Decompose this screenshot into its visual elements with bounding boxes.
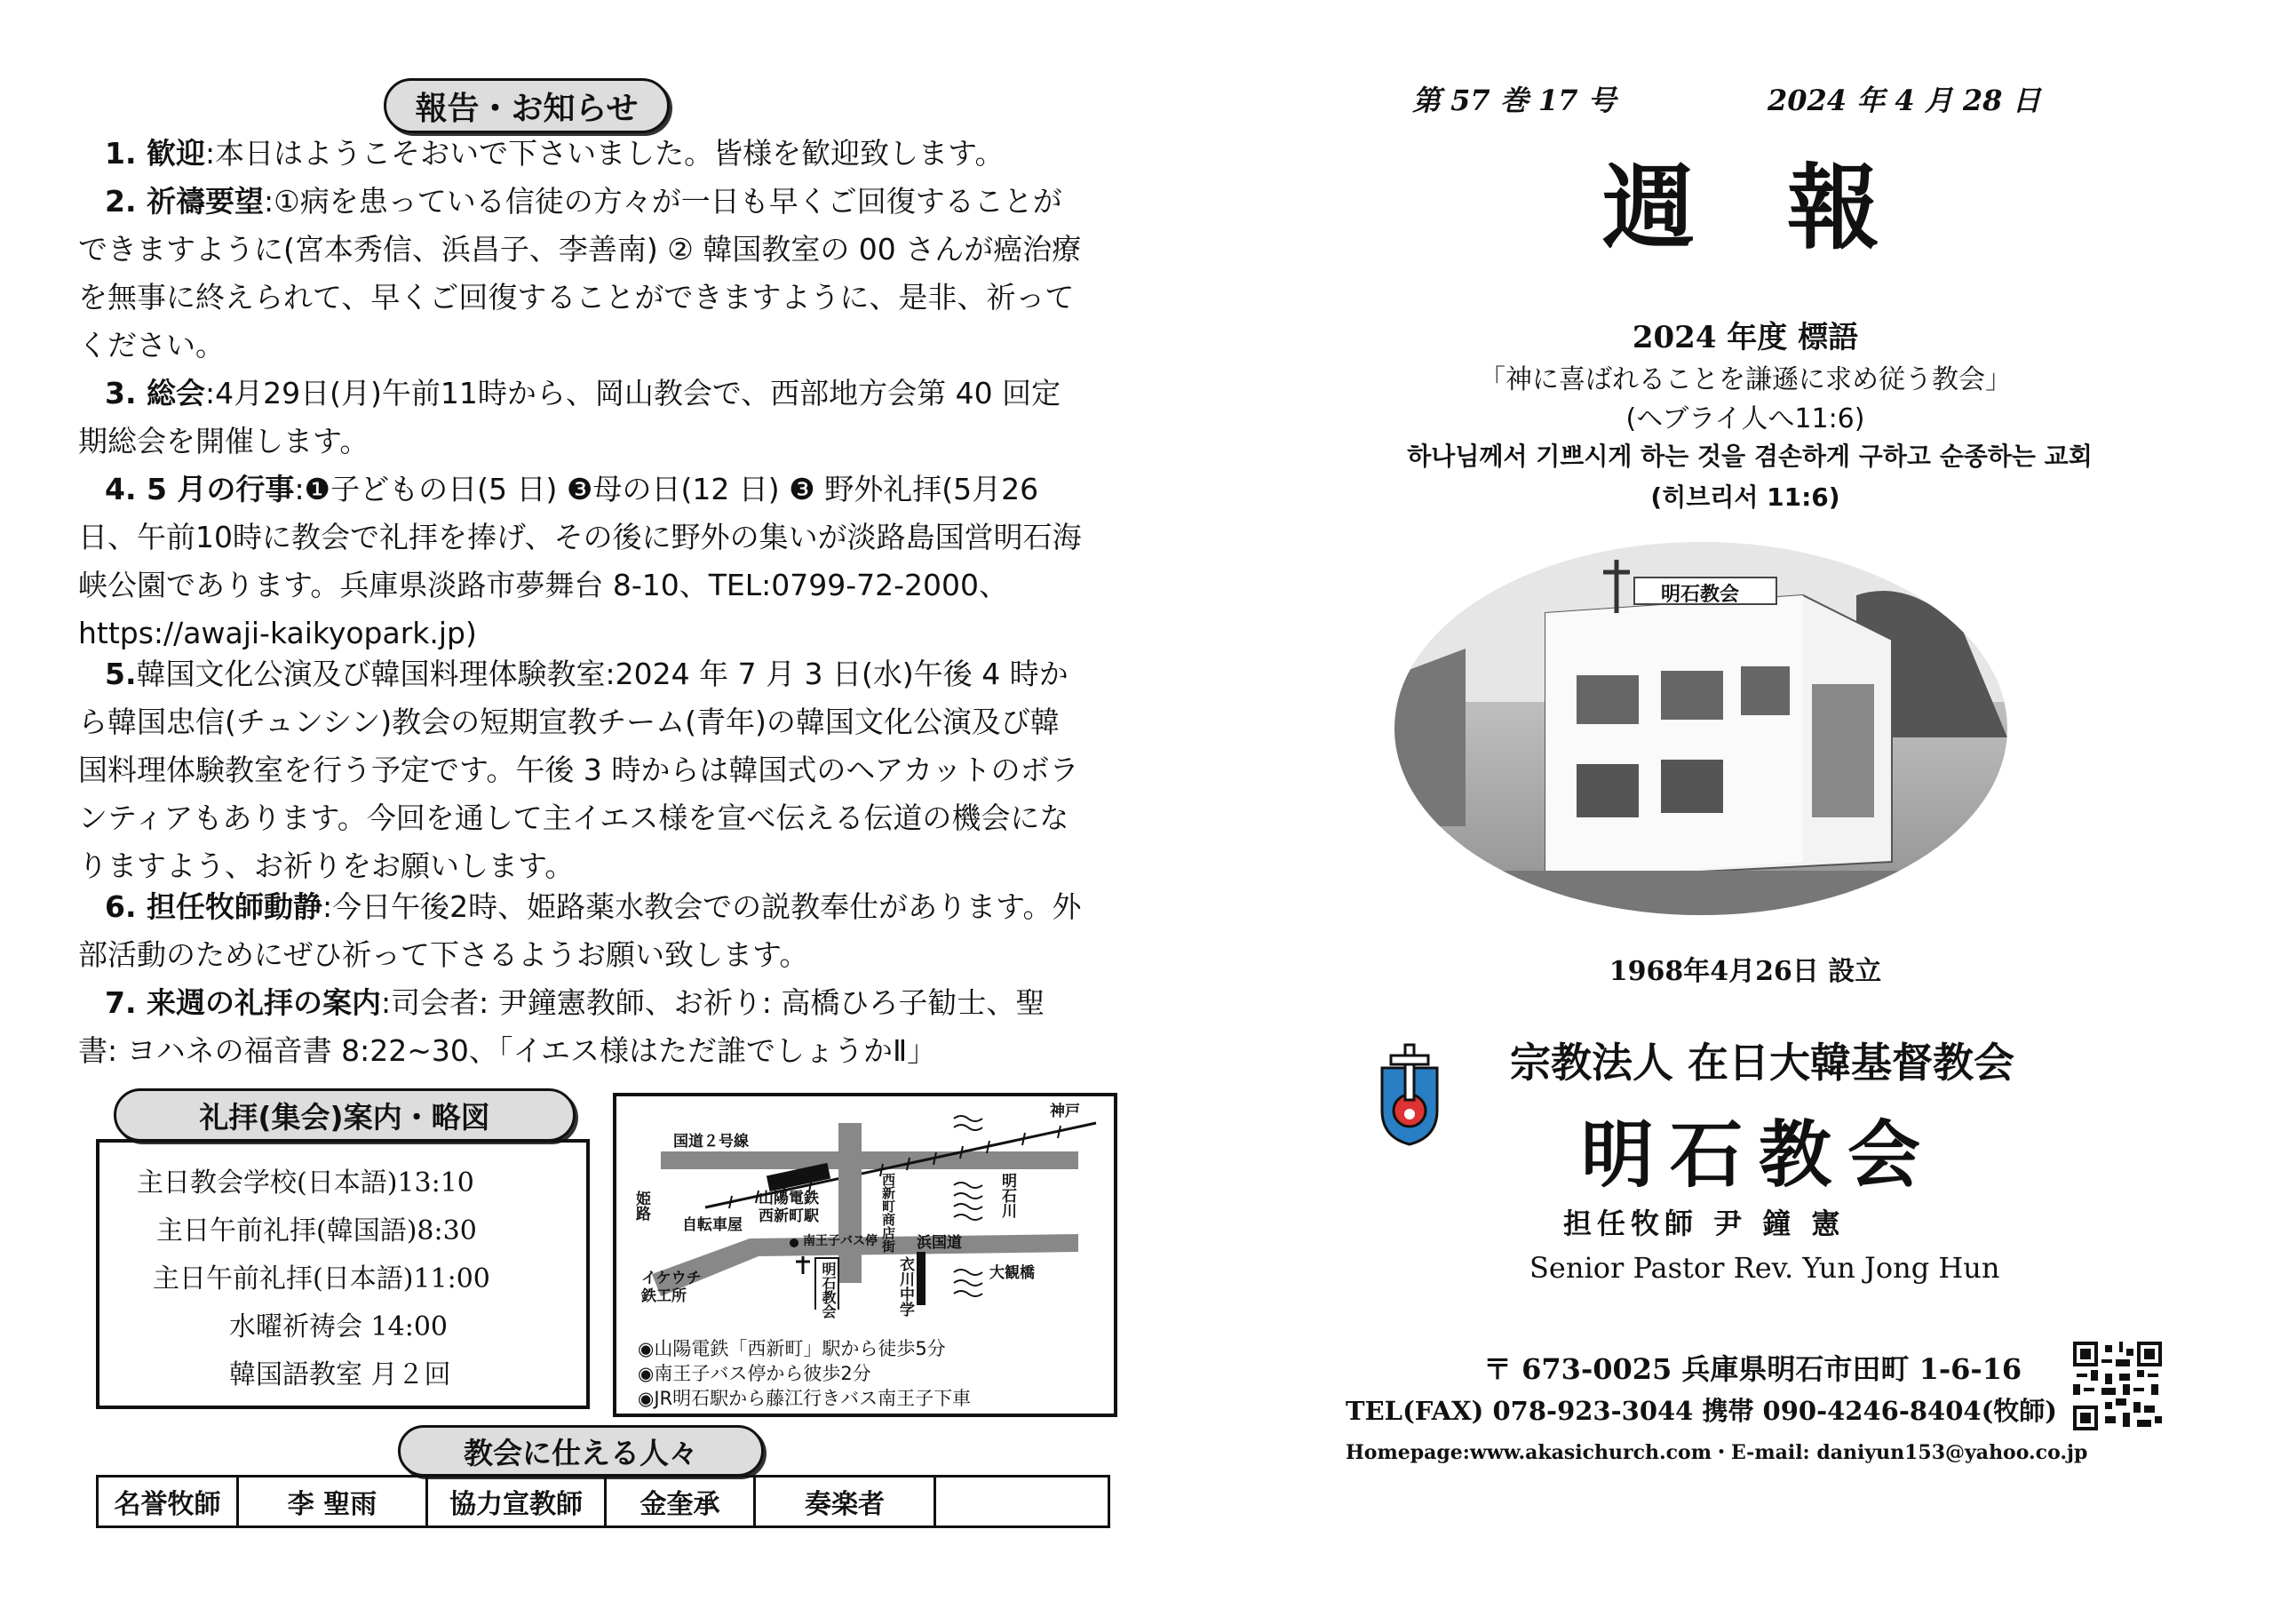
notice-text: :①病を患っている信徒の方々が一日も早くご回復することができますように(宮本秀信、浜昌子、李善南) ② 韓国教室の 00 さんが癌治療を無事に終えられて、早くご回復することができますように、是非、祈ってください。 — [78, 184, 1082, 362]
map-label-bicycle: 自転車屋 — [682, 1216, 743, 1234]
bulletin-title: 週 報 — [1601, 153, 1879, 262]
staff-heading: 教会に仕える人々 — [398, 1425, 764, 1477]
worship-line: 韓国語教室 月２回 — [229, 1359, 451, 1390]
volume-number: 第 57 巻 17 号 — [1412, 84, 1617, 117]
notice-text: :4月29日(月)午前11時から、岡山教会で、西部地方会第 40 回定期総会を開催します。 — [78, 376, 1061, 458]
notice-label: 1. 歓迎 — [105, 136, 205, 171]
staff-table — [96, 1475, 1110, 1528]
notice-text: :❶子どもの日(5 日) ❸母の日(12 日) ❸ 野外礼拝(5月26日、午前10時に教会で礼拝を捧げ、その後に野外の集いが淡路島国営明石海峡公園であります。兵庫県淡路市夢舞台 8-10、TEL:0799-72-2000、https://awaji-kaikyopark.jp) — [78, 472, 1082, 650]
notices-heading: 報告・お知らせ — [384, 78, 670, 133]
church-building-photo — [1394, 542, 2007, 915]
notice-item-7 — [78, 979, 1082, 1075]
map-label-akashi-river: 明石川 — [998, 1173, 1016, 1218]
notice-item-5 — [78, 650, 1082, 890]
notice-item-6 — [78, 883, 1082, 979]
staff-cell: 協力宣教師 — [427, 1477, 606, 1527]
notice-item-3 — [78, 370, 1082, 466]
map-note: ◉南王子バス停から彼歩2分 — [638, 1363, 871, 1384]
notice-text: 韓国文化公演及び韓国料理体験教室:2024 年 7 月 3 日(水)午後 4 時から韓国忠信(チュンシン)教会の短期宣教チーム(青年)の韓国文化公演及び韓国料理体験教室を行う予定です。午後 3 時からは韓国式のヘアカットのボランティアもあります。今回を通して主イエス様を宣べ伝える伝道の機会になりますよう、お祈りをお願いします。 — [78, 657, 1079, 883]
worship-line: 主日午前礼拝(韓国語)8:30 — [156, 1215, 477, 1247]
map-label-hama-road: 浜国道 — [917, 1234, 962, 1252]
map-note: ◉JR明石駅から藤江行きバス南王子下車 — [638, 1388, 972, 1409]
notice-label: 2. 祈禱要望 — [105, 184, 264, 219]
cross-emblem-icon — [1378, 1041, 1441, 1146]
map-label-bus-stop: 南王子バス停 — [803, 1234, 878, 1248]
notice-label: 4. 5 月の行事 — [105, 472, 295, 506]
worship-line: 主日午前礼拝(日本語)11:00 — [153, 1263, 490, 1294]
notice-text: :今日午後2時、姫路薬水教会での説教奉仕があります。外部活動のためにぜひ祈って下さるようお願い致します。 — [78, 889, 1082, 972]
notice-item-2 — [78, 178, 1082, 370]
map-label-nishishinmachi: 西新町駅 — [759, 1207, 819, 1225]
notice-item-1 — [78, 130, 1108, 178]
staff-cell: 金奎承 — [606, 1477, 755, 1527]
motto-heading: 2024 年度 標語 — [1632, 320, 1859, 355]
worship-line: 主日教会学校(日本語)13:10 — [137, 1167, 474, 1199]
notice-label: 6. 担任牧師動静 — [105, 889, 322, 924]
church-name: 明石教会 — [1581, 1113, 1937, 1198]
table-row — [98, 1477, 1109, 1527]
founded-date: 1968年4月26日 設立 — [1609, 956, 1882, 987]
map-label-shopping: 西新町商店街 — [880, 1173, 896, 1253]
building-sign: 明石教会 — [1661, 584, 1740, 606]
access-map — [613, 1093, 1117, 1417]
motto-korean-reference: (히브리서 11:6) — [1650, 482, 1840, 512]
map-label-daikan: 大観橋 — [989, 1264, 1035, 1282]
pastor-english: Senior Pastor Rev. Yun Jong Hun — [1529, 1251, 2000, 1285]
notice-text: :司会者: 尹鐘憲教師、お祈り: 高橋ひろ子勧士、聖書: ヨハネの福音書 8:22~30、「イエス様はただ誰でしょうかⅡ」 — [78, 985, 1045, 1068]
pastor-japanese: 担任牧師 尹 鐘 憲 — [1563, 1207, 1846, 1240]
map-note: ◉山陽電鉄「西新町」駅から徒歩5分 — [638, 1338, 946, 1359]
map-label-himeji: 姫路 — [632, 1191, 650, 1221]
worship-line: 水曜祈祷会 14:00 — [229, 1311, 448, 1342]
church-phone: TEL(FAX) 078-923-3044 携帯 090-4246-8404(牧師) — [1346, 1396, 2058, 1426]
worship-heading: 礼拝(集会)案内・略図 — [114, 1088, 576, 1142]
motto-korean: 하나님께서 기쁘시게 하는 것을 겸손하게 구하고 순종하는 교회 — [1407, 442, 2093, 471]
denomination-logo — [1378, 1041, 1441, 1146]
staff-cell: 名誉牧師 — [98, 1477, 238, 1527]
church-address: 〒 673-0025 兵庫県明石市田町 1-6-16 — [1483, 1352, 2022, 1386]
staff-cell — [935, 1477, 1109, 1527]
organization-name: 宗教法人 在日大韓基督教会 — [1510, 1039, 2015, 1087]
map-label-ikeuchi: イケウチ — [641, 1270, 702, 1287]
staff-cell: 李 聖雨 — [238, 1477, 427, 1527]
map-label-sanyo: 山陽電鉄 — [759, 1190, 819, 1207]
church-web-email: Homepage:www.akasichurch.com・E-mail: daniyun153@yahoo.co.jp — [1346, 1441, 2088, 1464]
motto-japanese-reference: (ヘブライ人へ11:6) — [1625, 403, 1865, 434]
map-label-kobe: 神戸 — [1050, 1103, 1080, 1120]
map-label-ironworks: 鉄工所 — [641, 1287, 687, 1305]
qr-code-icon — [2073, 1342, 2162, 1430]
motto-japanese: 「神に喜ばれることを謙遜に求め従う教会」 — [1479, 364, 2012, 395]
map-label-church: 明石教会 — [820, 1262, 837, 1318]
notice-label: 3. 総会 — [105, 376, 205, 410]
map-label-route2: 国道２号線 — [673, 1133, 749, 1151]
notice-text: :本日はようこそおいで下さいました。皆様を歓迎致します。 — [205, 136, 1005, 171]
worship-schedule-box — [96, 1139, 590, 1409]
notice-item-4 — [78, 466, 1082, 657]
staff-cell: 奏楽者 — [755, 1477, 935, 1527]
notice-label: 5. — [105, 657, 137, 691]
issue-date: 2024 年 4 月 28 日 — [1768, 84, 2041, 117]
notice-label: 7. 来週の礼拝の案内 — [105, 985, 381, 1020]
map-label-kinugawa: 衣川中学 — [896, 1256, 914, 1317]
